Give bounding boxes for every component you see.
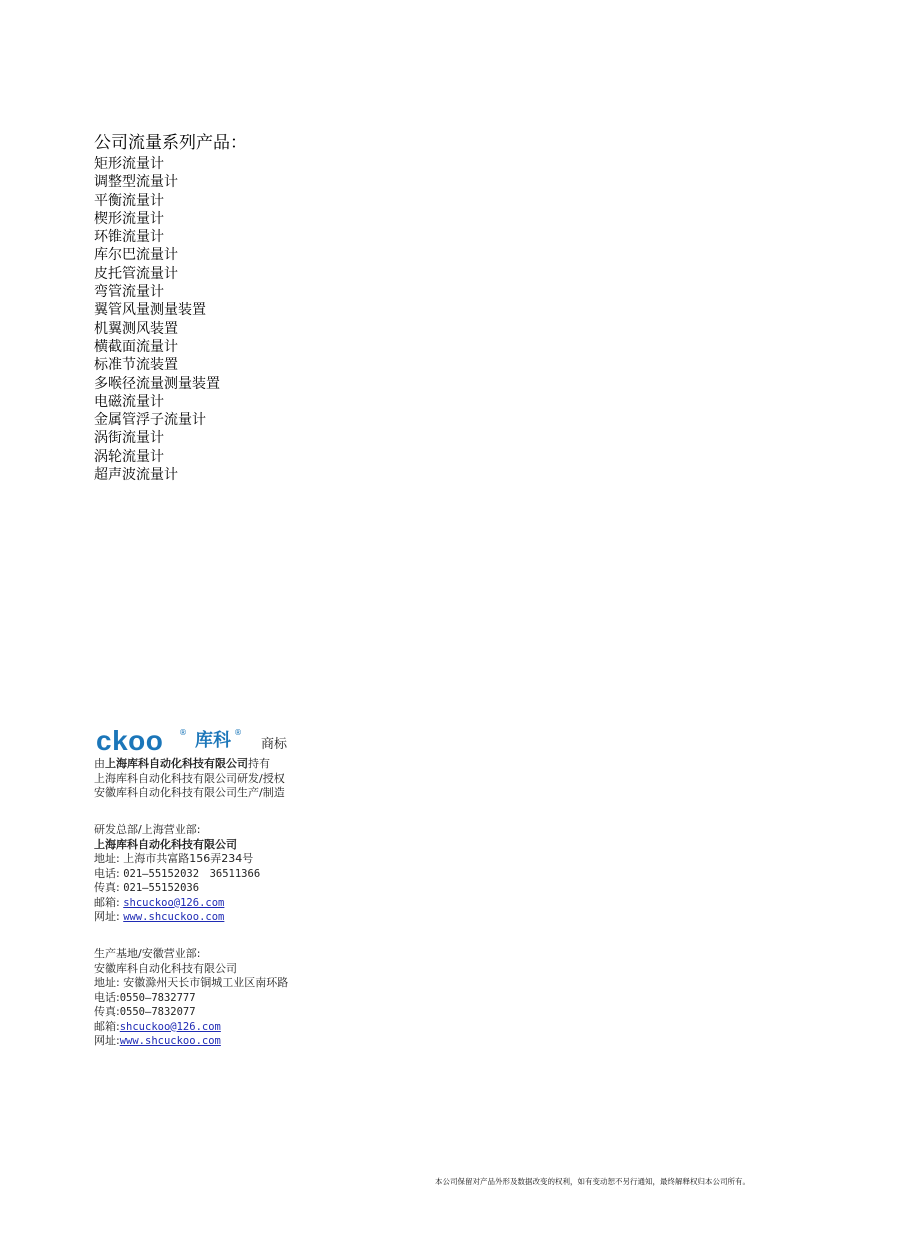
logo-latin-text: ckoo — [96, 725, 164, 756]
holder-company: 上海库科自动化科技有限公司 — [105, 757, 248, 770]
production-fax: 0550—7832077 — [119, 1006, 196, 1018]
trademark-holder-info — [94, 757, 514, 801]
copyright-disclaimer: 本公司保留对产品外形及数据改变的权利，如有变动恕不另行通知，最终解释权归本公司所有。 — [435, 1177, 750, 1186]
list-item: 楔形流量计 — [94, 210, 164, 227]
address-label: 地址: — [94, 976, 120, 989]
list-item: 调整型流量计 — [94, 174, 178, 191]
production-web-row — [94, 1034, 514, 1049]
production-web-link[interactable]: www.shcuckoo.com — [119, 1035, 221, 1047]
hq-contact-block — [94, 823, 514, 925]
registered-mark: ® — [234, 728, 242, 737]
list-item: 涡街流量计 — [94, 430, 164, 447]
hq-fax: 021—55152036 — [123, 882, 200, 894]
fax-label: 传真: — [94, 881, 120, 894]
address-label: 地址: — [94, 852, 120, 865]
list-item: 平衡流量计 — [94, 192, 164, 209]
hq-company: 上海库科自动化科技有限公司 — [94, 837, 237, 851]
logo-chinese-text: 库科 — [195, 730, 231, 751]
phone-label: 电话: — [94, 866, 120, 880]
list-item: 横截面流量计 — [94, 338, 178, 355]
production-email-row — [94, 1020, 514, 1035]
phone-label: 电话: — [94, 990, 120, 1004]
hq-email-row — [94, 896, 514, 911]
list-item: 库尔巴流量计 — [94, 247, 178, 264]
hq-phone-row — [94, 867, 514, 882]
list-item: 弯管流量计 — [94, 284, 164, 301]
brand-logo — [96, 726, 496, 758]
list-item: 涡轮流量计 — [94, 448, 164, 465]
holder-line-2: 上海库科自动化科技有限公司研发/授权 — [94, 771, 285, 785]
hq-address-row — [94, 852, 514, 867]
production-address-row — [94, 976, 514, 991]
list-item: 环锥流量计 — [94, 229, 164, 246]
production-fax-row — [94, 1005, 514, 1020]
production-contact-block — [94, 947, 514, 1049]
email-label: 邮箱: — [94, 895, 120, 909]
registered-mark: ® — [179, 728, 187, 737]
hq-address: 上海市共富路156弄234号 — [123, 852, 254, 865]
list-item: 矩形流量计 — [94, 156, 164, 172]
web-label: 网址: — [94, 910, 120, 923]
production-phone-row — [94, 991, 514, 1006]
list-item: 标准节流装置 — [94, 357, 178, 374]
hq-web-link[interactable]: www.shcuckoo.com — [123, 911, 225, 923]
holder-prefix: 由 — [94, 757, 105, 770]
hq-email-link[interactable]: shcuckoo@126.com — [123, 896, 225, 909]
list-item: 翼管风量测量装置 — [94, 302, 206, 319]
product-list — [94, 155, 494, 484]
trademark-label: 商标 — [261, 737, 288, 752]
holder-line-1 — [94, 757, 514, 772]
list-item: 电磁流量计 — [94, 393, 164, 410]
production-email-link[interactable]: shcuckoo@126.com — [119, 1020, 221, 1033]
list-item: 多喉径流量测量装置 — [94, 375, 220, 392]
hq-web-row — [94, 910, 514, 925]
email-label: 邮箱: — [94, 1019, 120, 1033]
production-company: 安徽库科自动化科技有限公司 — [94, 961, 237, 975]
production-heading: 生产基地/安徽营业部: — [94, 947, 201, 960]
production-phone: 0550—7832777 — [119, 991, 196, 1004]
list-item: 皮托管流量计 — [94, 265, 178, 282]
fax-label: 传真: — [94, 1005, 120, 1018]
web-label: 网址: — [94, 1034, 120, 1047]
product-series-title: 公司流量系列产品： — [94, 133, 247, 153]
hq-heading: 研发总部/上海营业部: — [94, 823, 201, 836]
holder-suffix: 持有 — [248, 757, 270, 770]
product-series-section — [94, 133, 494, 484]
list-item: 机翼测风装置 — [94, 320, 178, 337]
list-item: 超声波流量计 — [94, 467, 178, 484]
list-item: 金属管浮子流量计 — [94, 412, 206, 429]
hq-phone: 021—55152032 36511366 — [123, 867, 261, 880]
holder-line-3: 安徽库科自动化科技有限公司生产/制造 — [94, 786, 285, 799]
production-address: 安徽滁州天长市铜城工业区南环路 — [123, 976, 289, 989]
hq-fax-row — [94, 881, 514, 896]
